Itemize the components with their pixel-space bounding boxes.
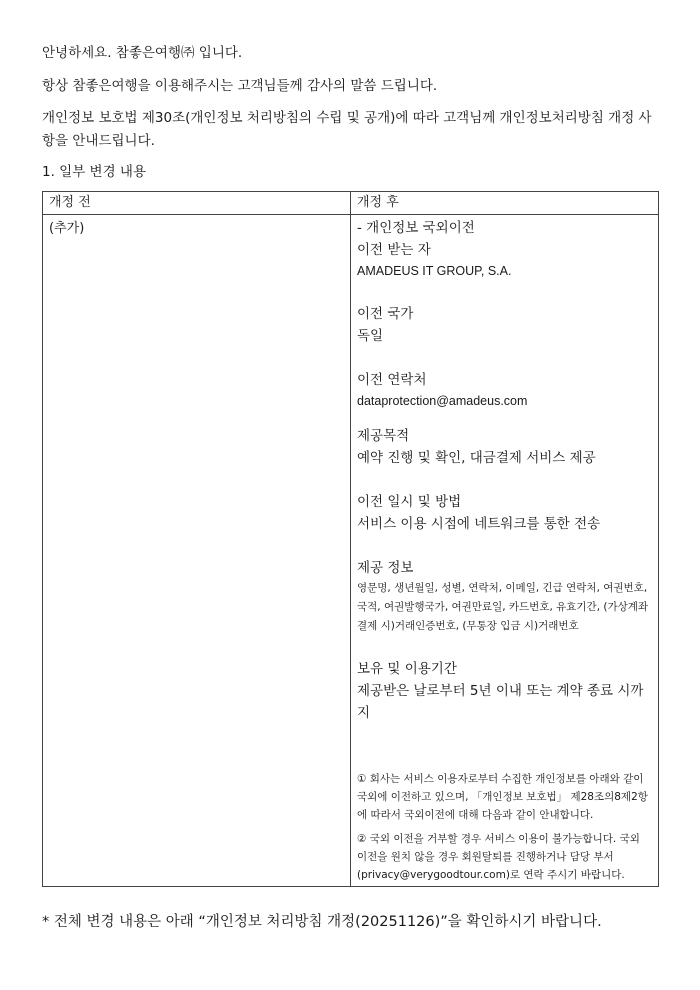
recipient-value: AMADEUS IT GROUP, S.A.	[357, 264, 512, 278]
contact-label: 이전 연락처	[357, 372, 427, 388]
timing-label: 이전 일시 및 방법	[357, 494, 462, 510]
retention-label: 보유 및 이용기간	[357, 661, 457, 677]
table-header-row	[43, 192, 659, 215]
country-value: 독일	[357, 328, 384, 344]
table-row	[43, 215, 659, 887]
recipient-label: 이전 받는 자	[357, 242, 431, 258]
notice-text: 개인정보 보호법 제30조(개인정보 처리방침의 수립 및 공개)에 따라 고객님께 개인정보처리방침 개정 사항을 안내드립니다.	[42, 110, 652, 149]
section-title: 1. 일부 변경 내용	[42, 164, 146, 180]
cell-before: (추가)	[43, 215, 351, 887]
greeting-text: 안녕하세요. 참좋은여행㈜ 입니다.	[42, 45, 243, 61]
cell-after	[351, 215, 659, 887]
info-value: 영문명, 생년월일, 성별, 연락처, 이메일, 긴급 연락처, 여권번호, 국적, 여권발행국가, 여권만료일, 카드번호, 유효기간, (가상계좌 결제 시)거래인증번호, (무통장 입금 시)거래번호	[357, 582, 649, 632]
note-2: ② 국외 이전을 거부할 경우 서비스 이용이 불가능합니다. 국외 이전을 원치 않을 경우 회원탈퇴를 진행하거나 담당 부서(privacy@verygoodtour.com)로 연락 주시기 바랍니다.	[357, 833, 640, 881]
country-label: 이전 국가	[357, 306, 414, 322]
note-1: ① 회사는 서비스 이용자로부터 수집한 개인정보를 아래와 같이 국외에 이전하고 있으며, 「개인정보 보호법」 제28조의8제2항에 따라서 국외이전에 대해 다음과 같이 안내합니다.	[357, 773, 648, 821]
transfer-block	[357, 217, 652, 884]
purpose-label: 제공목적	[357, 428, 410, 444]
transfer-heading: - 개인정보 국외이전	[357, 220, 475, 236]
purpose-value: 예약 진행 및 확인, 대금결제 서비스 제공	[357, 450, 596, 466]
footer-note: * 전체 변경 내용은 아래 “개인정보 처리방침 개정(20251126)”을 확인하시기 바랍니다.	[42, 914, 602, 930]
timing-value: 서비스 이용 시점에 네트워크를 통한 전송	[357, 516, 601, 532]
thanks-text: 항상 참좋은여행을 이용해주시는 고객님들께 감사의 말씀 드립니다.	[42, 78, 438, 94]
contact-value: dataprotection@amadeus.com	[357, 394, 528, 408]
header-before: 개정 전	[43, 192, 351, 215]
info-label: 제공 정보	[357, 560, 414, 576]
retention-value: 제공받은 날로부터 5년 이내 또는 계약 종료 시까지	[357, 683, 644, 721]
header-after: 개정 후	[351, 192, 659, 215]
revision-table	[42, 191, 659, 887]
